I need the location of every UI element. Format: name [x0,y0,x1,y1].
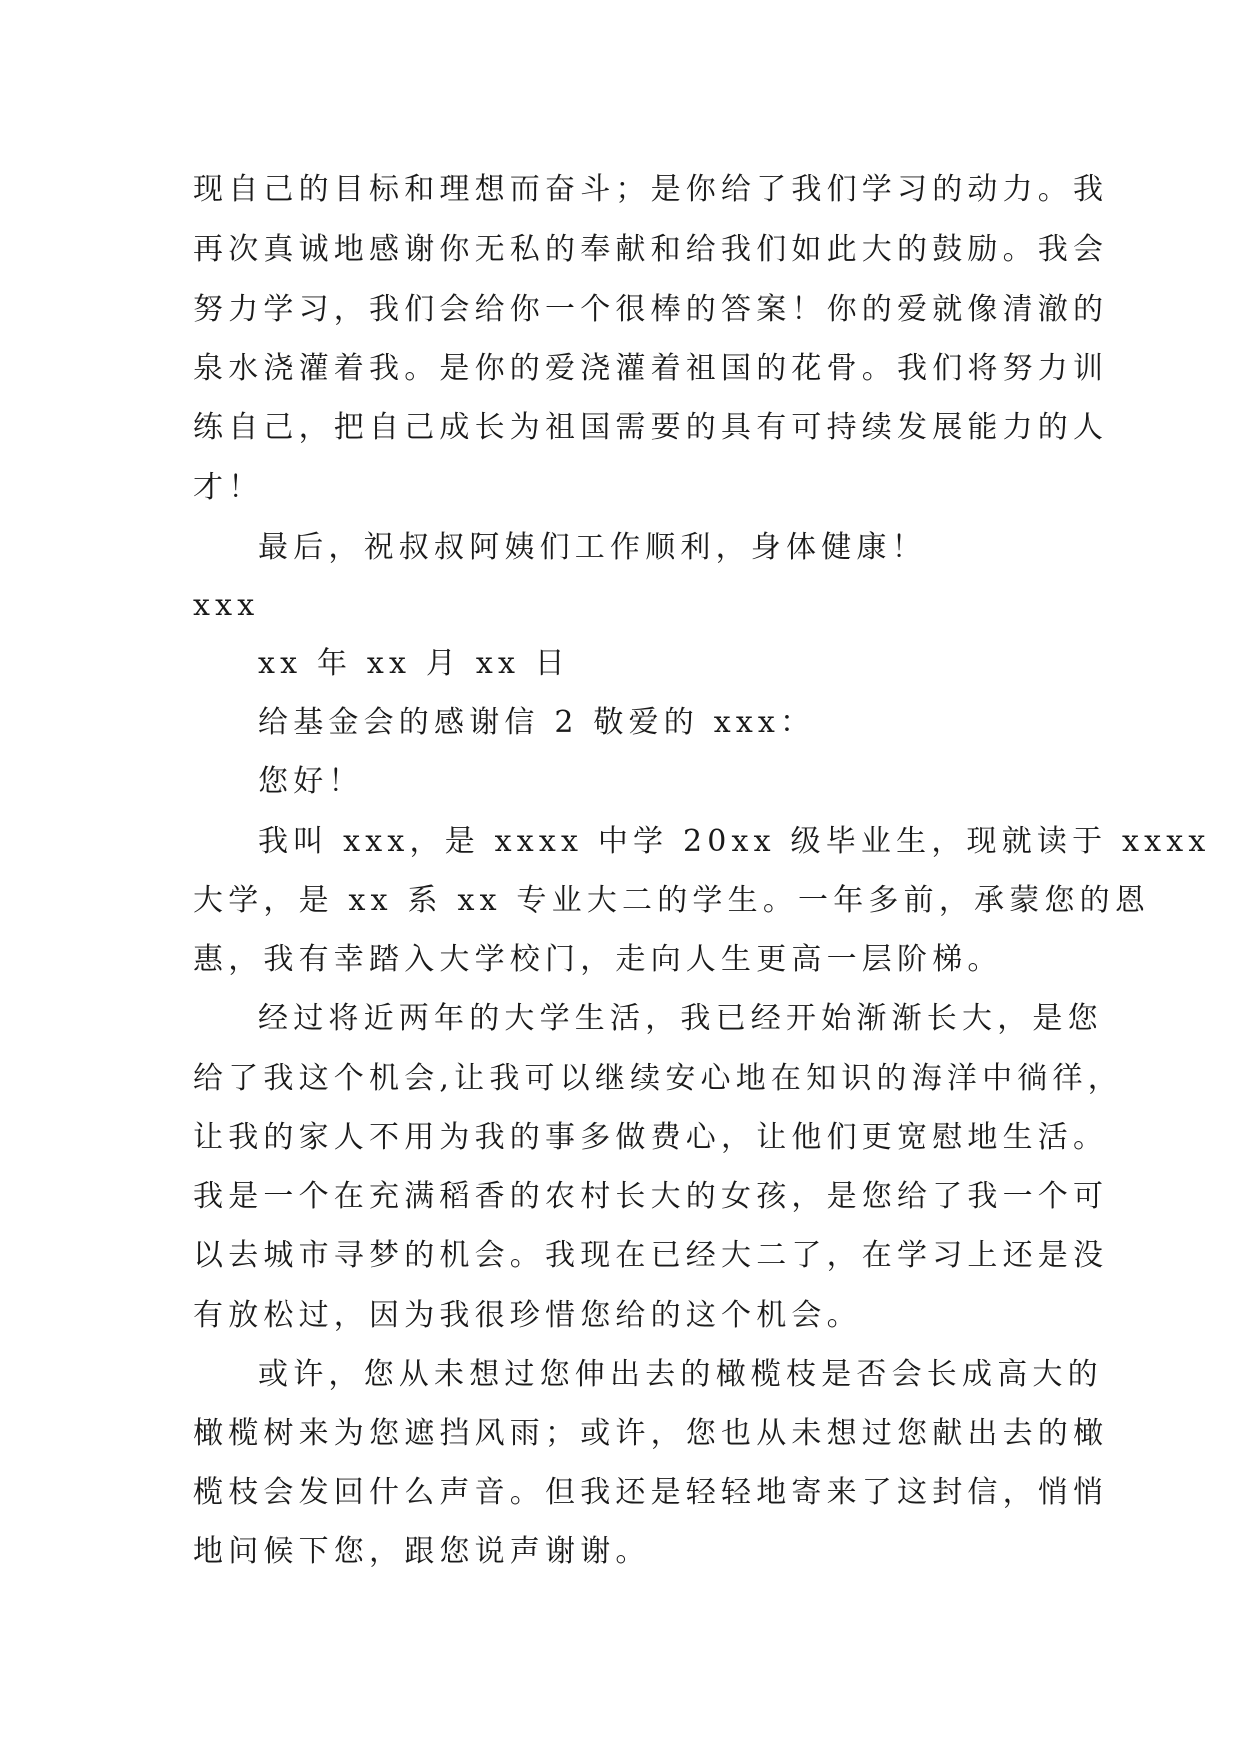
paragraph-line: 大学，是 xx 系 xx 专业大二的学生。一年多前，承蒙您的恩 [193,883,1151,918]
letter-date: xx 年 xx 月 xx 日 [258,646,570,681]
paragraph-line: 有放松过，因为我很珍惜您给的这个机会。 [193,1298,862,1333]
paragraph-line: 才！ [193,470,264,505]
paragraph-line: 现自己的目标和理想而奋斗；是你给了我们学习的动力。我 [193,172,1109,207]
paragraph-line: 练自己，把自己成长为祖国需要的具有可持续发展能力的人 [193,410,1109,445]
paragraph-line: 榄枝会发回什么声音。但我还是轻轻地寄来了这封信，悄悄 [193,1475,1109,1510]
paragraph-line: 以去城市寻梦的机会。我现在已经大二了，在学习上还是没 [193,1238,1109,1273]
paragraph-line: 努力学习，我们会给你一个很棒的答案！你的爱就像清澈的 [193,292,1109,327]
signature-name: xxx [193,588,260,623]
paragraph-line: 惠，我有幸踏入大学校门，走向人生更高一层阶梯。 [193,942,1003,977]
paragraph-line: 再次真诚地感谢你无私的奉献和给我们如此大的鼓励。我会 [193,232,1109,267]
closing-wish: 最后，祝叔叔阿姨们工作顺利，身体健康！ [258,530,927,565]
paragraph-line: 橄榄树来为您遮挡风雨；或许，您也从未想过您献出去的橄 [193,1416,1109,1451]
paragraph-line: 我叫 xxx，是 xxxx 中学 20xx 级毕业生，现就读于 xxxx [258,824,1211,859]
greeting: 您好！ [258,764,364,799]
paragraph-line: 经过将近两年的大学生活，我已经开始渐渐长大，是您 [258,1001,1103,1036]
paragraph-line: 或许，您从未想过您伸出去的橄榄枝是否会长成高大的 [258,1357,1103,1392]
paragraph-line: 我是一个在充满稻香的农村长大的女孩，是您给了我一个可 [193,1179,1109,1214]
paragraph-line: 地问候下您，跟您说声谢谢。 [193,1534,651,1569]
paragraph-line: 泉水浇灌着我。是你的爱浇灌着祖国的花骨。我们将努力训 [193,351,1109,386]
paragraph-line: 让我的家人不用为我的事多做费心，让他们更宽慰地生活。 [193,1120,1109,1155]
letter-heading: 给基金会的感谢信 2 敬爱的 xxx： [258,705,816,740]
paragraph-line: 给了我这个机会,让我可以继续安心地在知识的海洋中徜徉， [193,1061,1123,1096]
